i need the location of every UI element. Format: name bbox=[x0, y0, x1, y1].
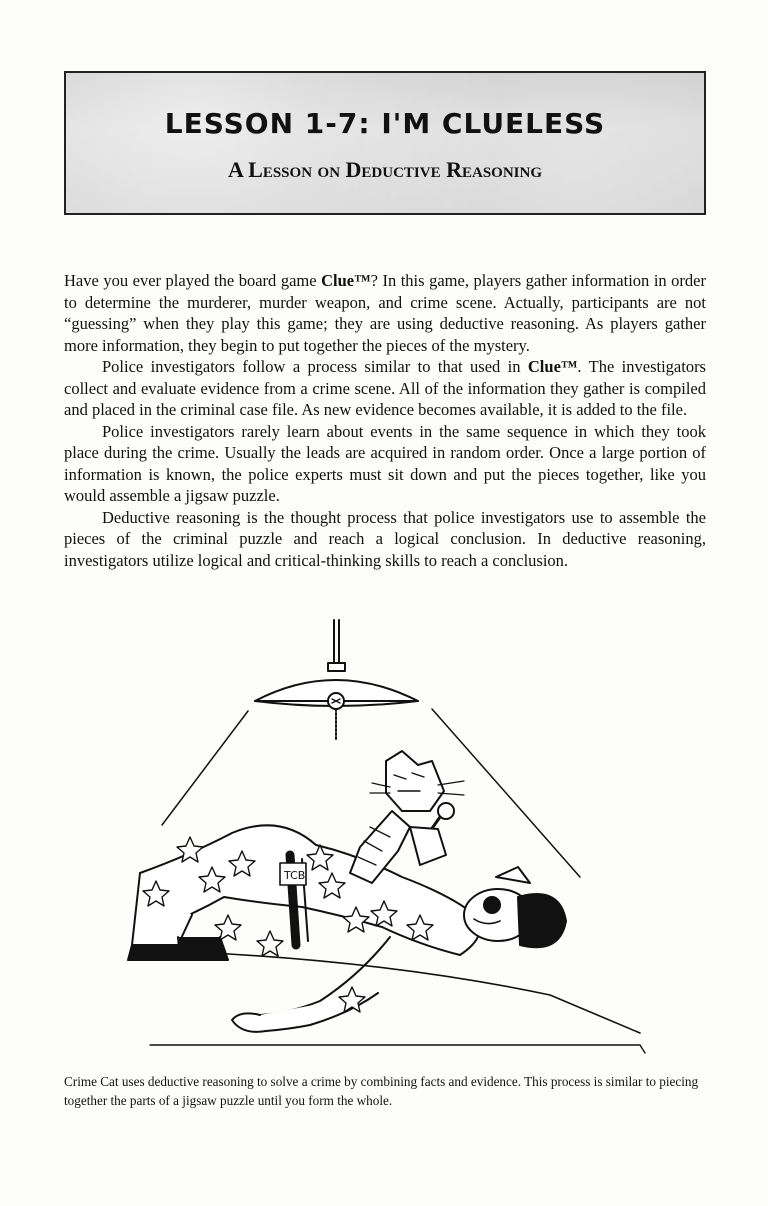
paragraph-3-text: Police investigators rarely learn about events in the same sequence in which they took place during the crime. Usually the leads are acquired in random order. Once a large portion of information is known, the police experts must sit down and put the pieces together, like you would assemble a jigsaw puzzle. bbox=[64, 421, 706, 505]
body-text bbox=[64, 270, 706, 571]
paragraph-3 bbox=[64, 421, 706, 507]
belt-buckle-text: TCB bbox=[284, 869, 306, 882]
crime-cat-illustration bbox=[120, 615, 660, 1060]
crime-cat-figure bbox=[350, 751, 464, 883]
lesson-subtitle: A Lesson on Deductive Reasoning bbox=[227, 157, 542, 182]
floor-line bbox=[140, 950, 640, 1033]
paragraph-2 bbox=[64, 356, 706, 421]
light-beam-left bbox=[162, 711, 248, 825]
lesson-title: LESSON 1-7: I'M CLUELESS bbox=[164, 107, 606, 140]
lesson-header-box bbox=[64, 71, 706, 215]
paragraph-1-text: Have you ever played the board game bbox=[64, 271, 322, 290]
light-beam-right bbox=[432, 709, 580, 877]
rug-edge bbox=[150, 1045, 645, 1053]
paragraph-2-text-end: . The investigators collect and evaluate evidence from a crime scene. All of the information they gather is compiled and placed in the criminal case file. As new evidence becomes available, it is added to the file. bbox=[64, 357, 706, 419]
paragraph-2-text: Police investigators follow a process similar to that used in bbox=[102, 357, 528, 376]
ceiling-lamp bbox=[255, 620, 418, 739]
clue-trademark: Clue™ bbox=[321, 271, 371, 290]
paragraph-1-text-end: ? In this game, players gather information in order to determine the murderer, murder weapon, and crime scene. Actually, participants are not “guessing” when they play this game; they are using deductive reasoning. As players gather more information, they begin to put together the pieces of the mystery. bbox=[64, 271, 706, 355]
paragraph-1 bbox=[64, 270, 706, 356]
figure-caption: Crime Cat uses deductive reasoning to solve a crime by combining facts and evidence. This process is similar to piecing together the parts of a jigsaw puzzle until you form the whole. bbox=[64, 1074, 699, 1108]
clue-trademark: Clue™ bbox=[527, 357, 578, 376]
paragraph-4 bbox=[64, 507, 706, 572]
paragraph-4-text: Deductive reasoning is the thought process that police investigators use to assemble the pieces of the criminal puzzle and reach a logical conclusion. In deductive reasoning, investigators utilize logical and critical-thinking skills to reach a conclusion. bbox=[64, 507, 706, 570]
victim-figure bbox=[128, 825, 566, 1032]
